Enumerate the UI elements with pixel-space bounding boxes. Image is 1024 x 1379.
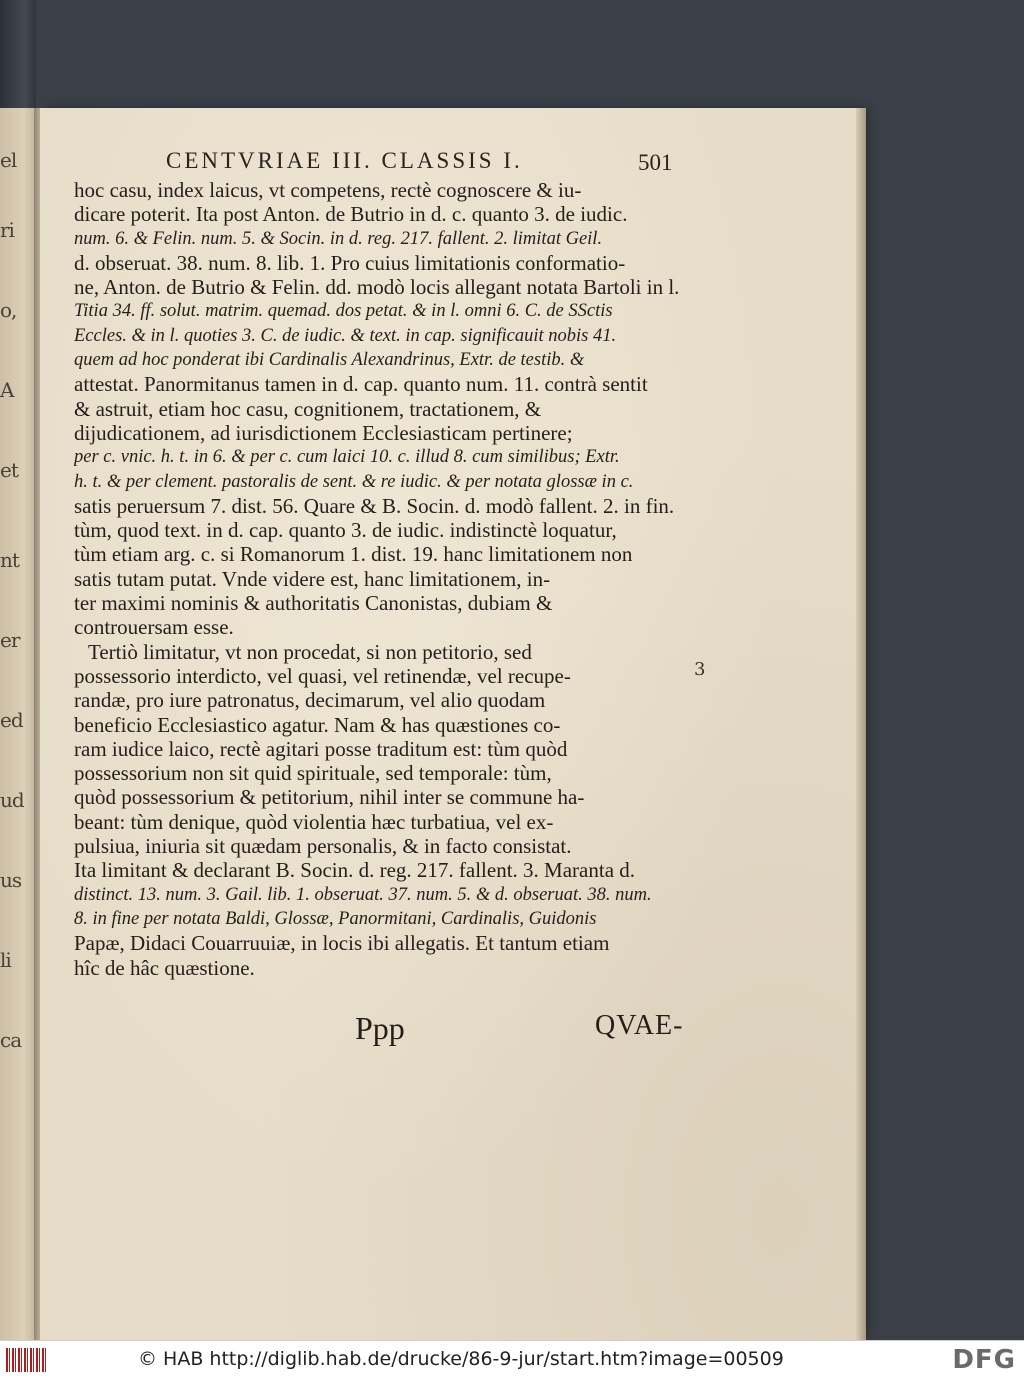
text-line: satis peruersum 7. dist. 56. Quare & B. Socin. d. modò fallent. 2. in fin. [74, 493, 675, 518]
text-line: ter maximi nominis & authoritatis Canonistas, dubiam & [74, 591, 553, 616]
text-line: num. 6. & Felin. num. 5. & Socin. in d. reg. 217. fallent. 2. limitat Geil. [74, 228, 603, 249]
text-line: possessorium non sit quid spirituale, sed temporale: tùm, [74, 761, 552, 786]
text-line: Titia 34. ff. solut. matrim. quemad. dos petat. & in l. omni 6. C. de SSctis [74, 301, 613, 322]
page-right-edge [856, 108, 866, 1340]
text-line: hîc de hâc quæstione. [74, 955, 255, 980]
text-line: Tertiò limitatur, vt non procedat, si non petitorio, sed [88, 639, 532, 664]
page-number: 501 [638, 150, 673, 175]
previous-page-edge: el ri o, A et nt er ed ud us li ca [0, 108, 40, 1340]
text-line: quòd possessorium & petitorium, nihil inter se commune ha- [74, 785, 585, 810]
text-line: Papæ, Didaci Couarruuiæ, in locis ibi allegatis. Et tantum etiam [74, 931, 610, 956]
text-line: randæ, pro iure patronatus, decimarum, vel alio quodam [74, 688, 546, 713]
text-line: quem ad hoc ponderat ibi Cardinalis Alexandrinus, Extr. de testib. & [74, 350, 585, 371]
body-text [74, 178, 692, 980]
text-line: dicare poterit. Ita post Anton. de Butrio in d. c. quanto 3. de iudic. [74, 202, 628, 227]
text-line: beneficio Ecclesiastico agatur. Nam & has quæstiones co- [74, 712, 561, 737]
text-line: controuersam esse. [74, 615, 234, 640]
text-line: tùm, quod text. in d. cap. quanto 3. de iudic. indistinctè loquatur, [74, 518, 617, 543]
text-line: Ita limitant & declarant B. Socin. d. reg. 217. fallent. 3. Maranta d. [74, 858, 636, 883]
footer-bar [0, 1340, 1024, 1379]
copyright-url[interactable]: © HAB http://diglib.hab.de/drucke/86-9-jur/start.htm?image=00509 [138, 1348, 784, 1370]
text-line: dijudicationem, ad iurisdictionem Ecclesiasticam pertinere; [74, 420, 573, 445]
text-line: per c. vnic. h. t. in 6. & per c. cum laici 10. c. illud 8. cum similibus; Extr. [74, 447, 620, 468]
text-line: attestat. Panormitanus tamen in d. cap. quanto num. 11. contrà sentit [74, 372, 648, 397]
dfg-logo: DFG [952, 1345, 1016, 1375]
running-head: CENTVRIAE III. CLASSIS I. [166, 148, 523, 173]
text-line: satis tutam putat. Vnde videre est, hanc limitationem, in- [74, 566, 551, 591]
catchword: QVAE- [595, 1010, 684, 1041]
text-line: 8. in fine per notata Baldi, Glossæ, Panormitani, Cardinalis, Guidonis [74, 908, 597, 929]
signature-mark: Ppp [355, 1010, 405, 1046]
text-line: beant: tùm denique, quòd violentia hæc turbatiua, vel ex- [74, 809, 554, 834]
text-line: h. t. & per clement. pastoralis de sent. & re iudic. & per notata glossæ in c. [74, 471, 634, 492]
text-line: & astruit, etiam hoc casu, cognitionem, tractationem, & [74, 396, 542, 421]
text-line: possessorio interdicto, vel quasi, vel retinendæ, vel recupe- [74, 663, 571, 688]
text-line: d. obseruat. 38. num. 8. lib. 1. Pro cuius limitationis conformatio- [74, 250, 626, 275]
text-line: ne, Anton. de Butrio & Felin. dd. modò locis allegant notata Bartoli in l. [74, 275, 680, 300]
text-line: Eccles. & in l. quoties 3. C. de iudic. & text. in cap. significauit nobis 41. [74, 325, 617, 346]
margin-note: 3 [694, 659, 706, 680]
text-line: pulsiua, iniuria sit quædam personalis, & in facto consistat. [74, 834, 572, 859]
text-line: ram iudice laico, rectè agitari posse traditum est: tùm quòd [74, 736, 568, 761]
text-line: distinct. 13. num. 3. Gail. lib. 1. obseruat. 37. num. 5. & d. obseruat. 38. num. [74, 884, 652, 905]
text-line: hoc casu, index laicus, vt competens, rectè cognoscere & iu- [74, 178, 582, 202]
barcode-icon [6, 1348, 48, 1372]
text-line: tùm etiam arg. c. si Romanorum 1. dist. 19. hanc limitationem non [74, 542, 633, 567]
